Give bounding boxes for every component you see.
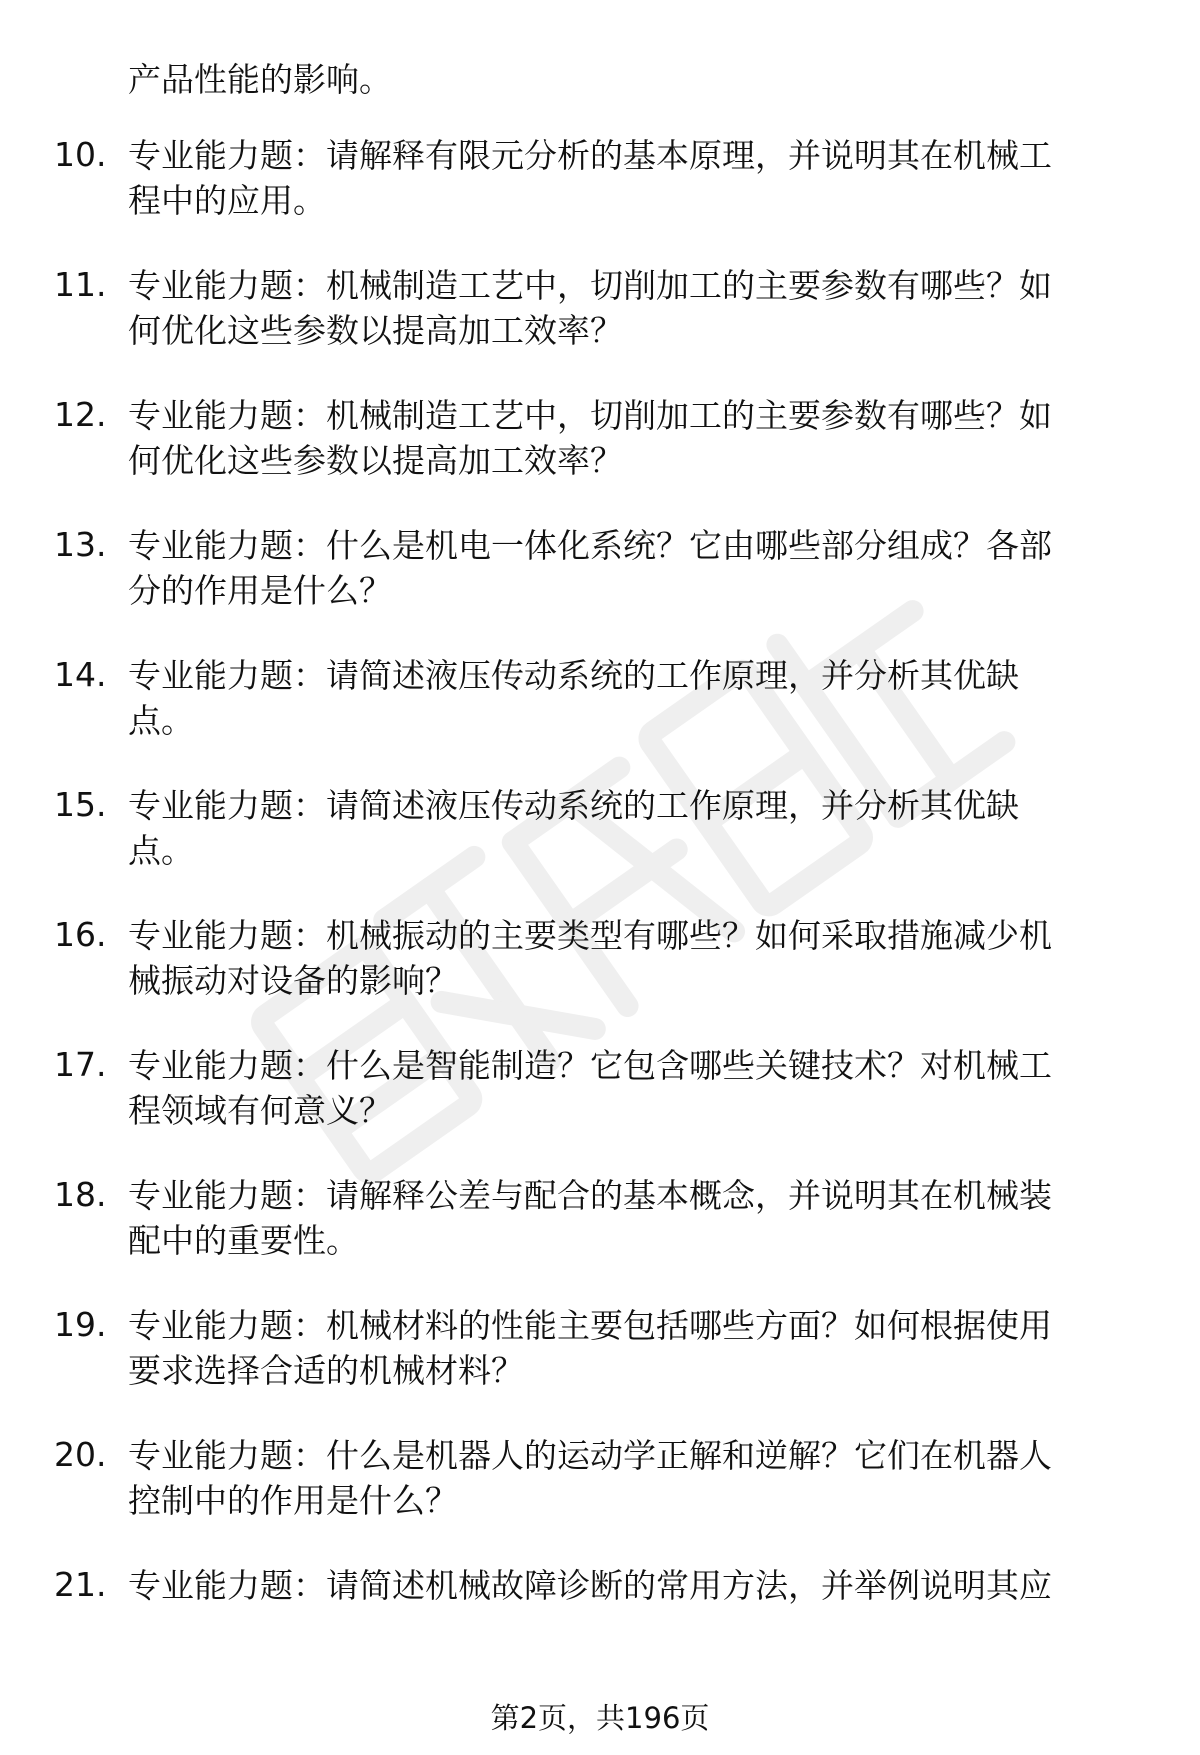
item-text: 专业能力题：什么是机电一体化系统？它由哪些部分组成？各部 分的作用是什么？ [128,526,1052,610]
item-text: 专业能力题：请简述液压传动系统的工作原理，并分析其优缺 点。 [128,786,1019,870]
item-text: 专业能力题：请解释公差与配合的基本概念，并说明其在机械装 配中的重要性。 [128,1176,1052,1260]
item-text: 专业能力题：什么是智能制造？它包含哪些关键技术？对机械工 程领域有何意义？ [128,1046,1052,1130]
item-text: 专业能力题：机械制造工艺中，切削加工的主要参数有哪些？如 何优化这些参数以提高加工效率？ [128,266,1052,350]
item-text: 专业能力题：请简述液压传动系统的工作原理，并分析其优缺 点。 [128,656,1019,740]
item-number: 16. [54,915,107,954]
item-number: 13. [54,525,107,564]
item-text: 专业能力题：机械振动的主要类型有哪些？如何采取措施减少机 械振动对设备的影响？ [128,916,1052,1000]
item-number: 20. [54,1435,107,1474]
continuation-text: 产品性能的影响。 [128,60,392,99]
item-number: 11. [54,265,107,304]
item-text: 专业能力题：什么是机器人的运动学正解和逆解？它们在机器人 控制中的作用是什么？ [128,1436,1052,1520]
item-number: 19. [54,1305,107,1344]
item-number: 17. [54,1045,107,1084]
item-number: 14. [54,655,107,694]
item-number: 10. [54,135,107,174]
item-number: 12. [54,395,107,434]
item-text: 专业能力题：机械材料的性能主要包括哪些方面？如何根据使用 要求选择合适的机械材料？ [128,1306,1052,1390]
item-text: 专业能力题：机械制造工艺中，切削加工的主要参数有哪些？如 何优化这些参数以提高加工效率？ [128,396,1052,480]
item-number: 21. [54,1565,107,1604]
item-number: 18. [54,1175,107,1214]
item-text: 专业能力题：请解释有限元分析的基本原理，并说明其在机械工 程中的应用。 [128,136,1052,220]
item-number: 15. [54,785,107,824]
page-footer: 第2页，共196页 [490,1701,710,1735]
item-text: 专业能力题：请简述机械故障诊断的常用方法，并举例说明其应 [128,1566,1052,1605]
